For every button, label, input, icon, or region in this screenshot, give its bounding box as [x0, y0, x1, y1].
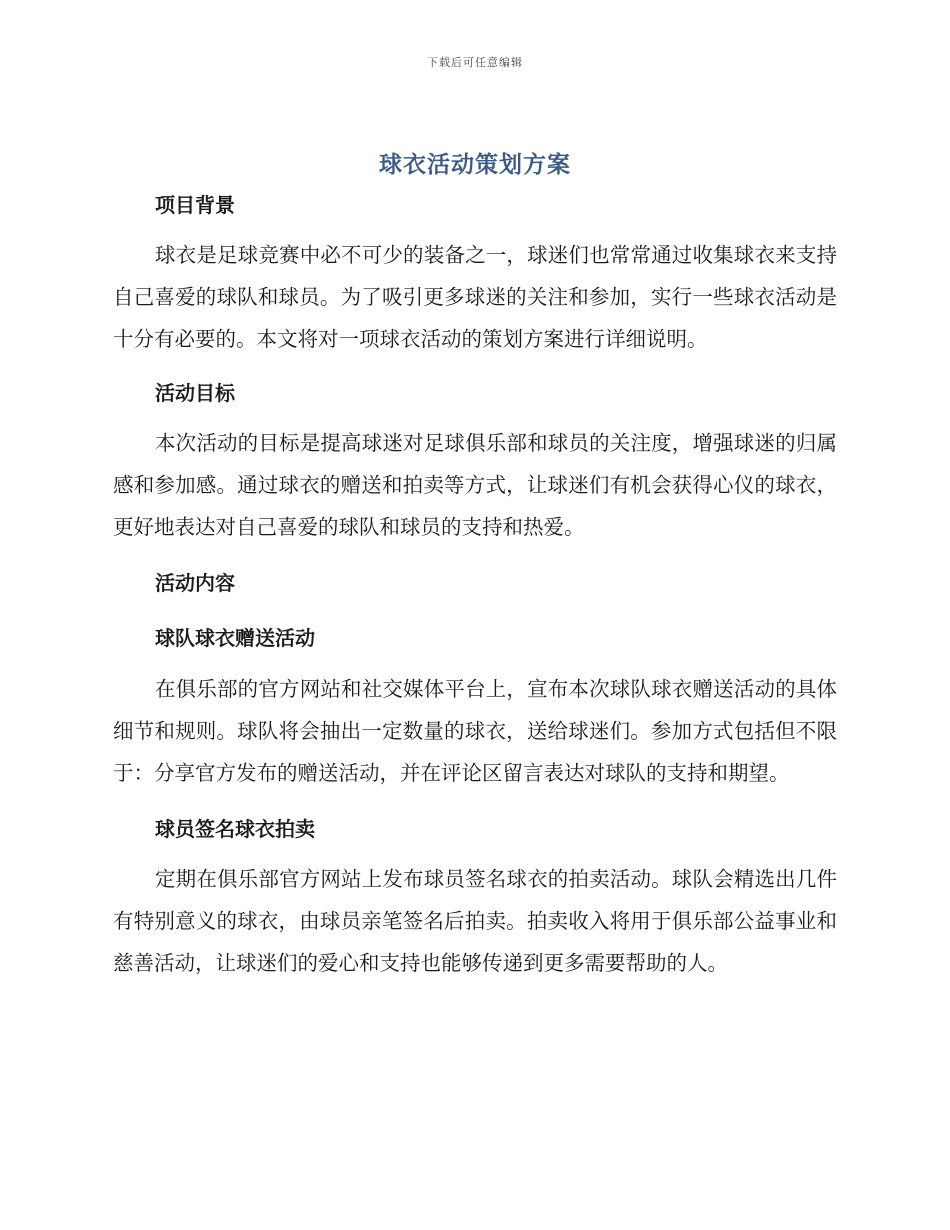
page-header-note: 下载后可任意编辑 [427, 56, 523, 69]
section-heading-content: 活动内容 [155, 571, 235, 595]
section-paragraph-background: 球衣是足球竞赛中必不可少的装备之一，球迷们也常常通过收集球衣来支持自己喜爱的球队和球员。为了吸引更多球迷的关注和参加，实行一些球衣活动是十分有必要的。本文将对一项球衣活动的策划方案进行详细说明。 [113, 243, 837, 351]
section-paragraph-goal: 本次活动的目标是提高球迷对足球俱乐部和球员的关注度，增强球迷的归属感和参加感。通过球衣的赠送和拍卖等方式，让球迷们有机会获得心仪的球衣，更好地表达对自己喜爱的球队和球员的支持和热爱。 [113, 431, 837, 539]
section-heading-goal: 活动目标 [155, 381, 235, 405]
section-paragraph-signed-auction: 定期在俱乐部官方网站上发布球员签名球衣的拍卖活动。球队会精选出几件有特别意义的球衣，由球员亲笔签名后拍卖。拍卖收入将用于俱乐部公益事业和慈善活动，让球迷们的爱心和支持也能够传递到更多需要帮助的人。 [113, 867, 837, 975]
document-title: 球衣活动策划方案 [379, 152, 571, 178]
section-heading-jersey-gift: 球队球衣赠送活动 [155, 626, 315, 650]
section-paragraph-jersey-gift: 在俱乐部的官方网站和社交媒体平台上，宣布本次球队球衣赠送活动的具体细节和规则。球队将会抽出一定数量的球衣，送给球迷们。参加方式包括但不限于：分享官方发布的赠送活动，并在评论区留言表达对球队的支持和期望。 [113, 677, 837, 785]
section-heading-background: 项目背景 [155, 193, 235, 217]
section-heading-signed-auction: 球员签名球衣拍卖 [155, 817, 315, 841]
document-body [113, 190, 837, 984]
